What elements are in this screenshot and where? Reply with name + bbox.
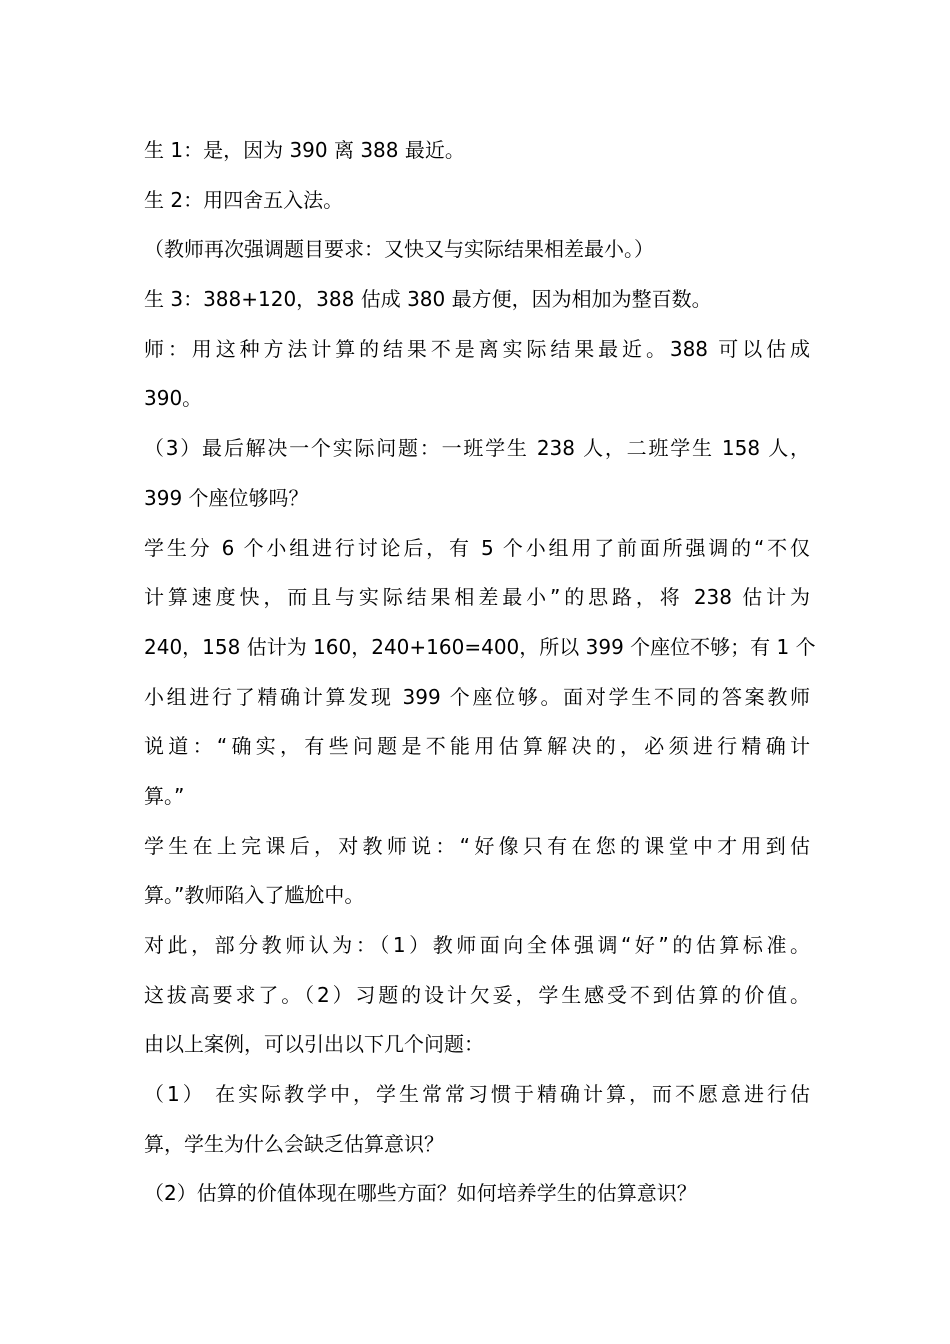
text-line: （1） 在实际教学中，学生常常习惯于精确计算，而不愿意进行估 <box>144 1082 810 1107</box>
text-line: 师：用这种方法计算的结果不是离实际结果最近。388 可以估成 <box>144 336 810 361</box>
text-line: 学生在上完课后，对教师说：“好像只有在您的课堂中才用到估 <box>144 833 810 858</box>
text-line: 算。” <box>144 783 185 808</box>
text-line: 由以上案例，可以引出以下几个问题： <box>144 1032 484 1057</box>
text-line: 算。”教师陷入了尴尬中。 <box>144 883 365 908</box>
text-line: （教师再次强调题目要求：又快又与实际结果相差最小。） <box>144 237 654 262</box>
text-line: 这拔高要求了。（2）习题的设计欠妥，学生感受不到估算的价值。 <box>144 982 810 1007</box>
text-line: 学生分 6 个小组进行讨论后，有 5 个小组用了前面所强调的“不仅 <box>144 535 810 560</box>
text-line: （3）最后解决一个实际问题：一班学生 238 人，二班学生 158 人， <box>144 436 810 461</box>
text-line: 399 个座位够吗？ <box>144 485 309 510</box>
text-line: 说道：“确实，有些问题是不能用估算解决的，必须进行精确计 <box>144 734 810 759</box>
text-line: 240，158 估计为 160，240+160=400，所以 399 个座位不够；有 1 个 <box>144 634 816 659</box>
text-line: （2）估算的价值体现在哪些方面？如何培养学生的估算意识？ <box>144 1181 697 1206</box>
text-line: 生 2：用四舍五入法。 <box>144 187 344 212</box>
text-line: 390。 <box>144 386 203 411</box>
text-line: 生 3：388+120，388 估成 380 最方便，因为相加为整百数。 <box>144 287 712 312</box>
text-line: 小组进行了精确计算发现 399 个座位够。面对学生不同的答案教师 <box>144 684 810 709</box>
text-line: 对此，部分教师认为：（1）教师面向全体强调“好”的估算标准。 <box>144 933 810 957</box>
text-line: 计算速度快，而且与实际结果相差最小”的思路，将 238 估计为 <box>144 585 810 610</box>
text-line: 算，学生为什么会缺乏估算意识？ <box>144 1131 444 1156</box>
document-body <box>144 126 816 1219</box>
text-line: 生 1：是，因为 390 离 388 最近。 <box>144 138 465 162</box>
